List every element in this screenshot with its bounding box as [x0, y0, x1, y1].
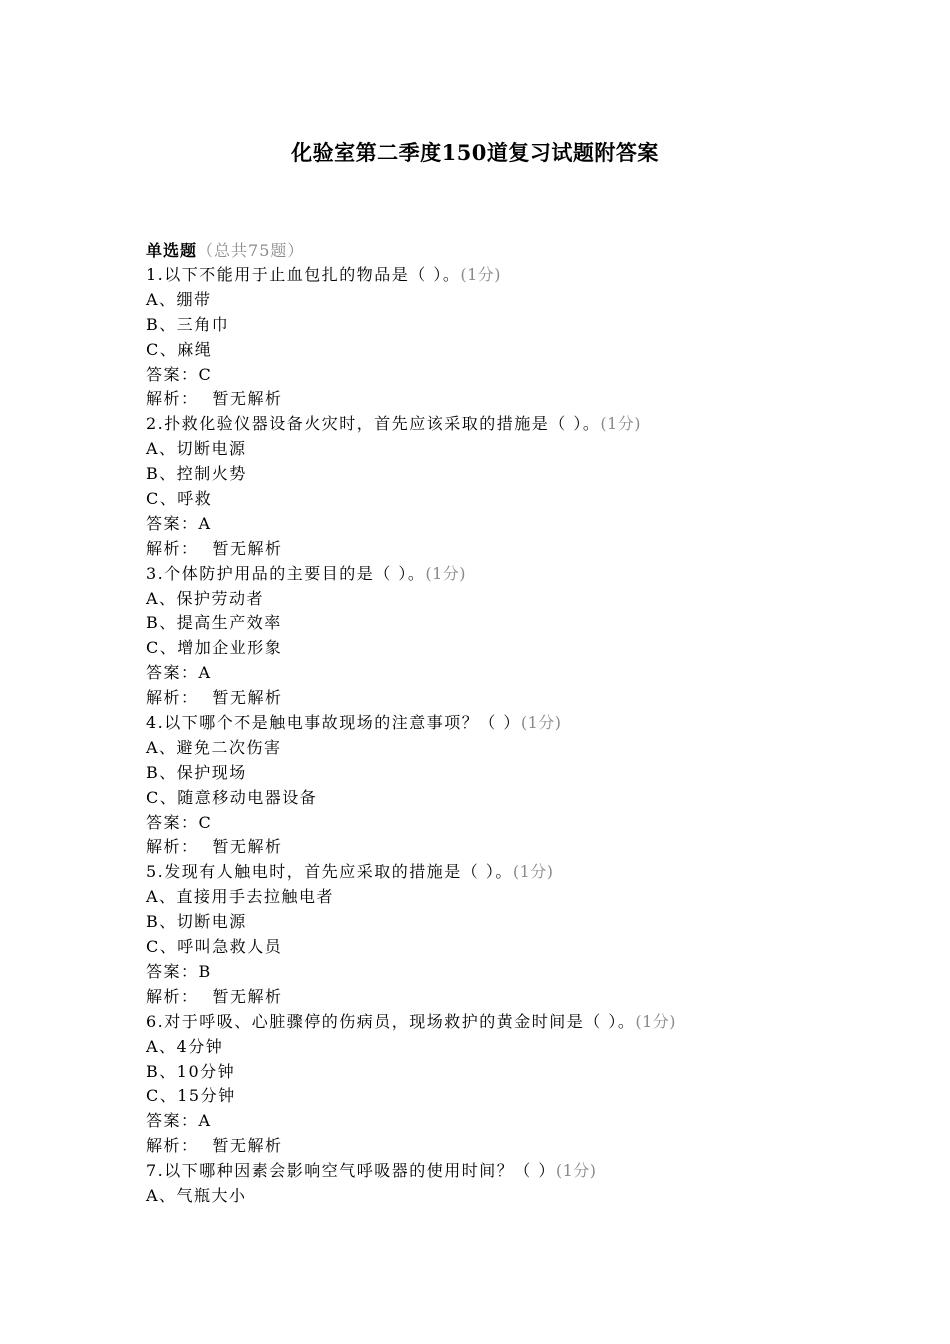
question-item [146, 562, 866, 711]
answer-value: B [198, 961, 212, 981]
explanation-label: 解析： [146, 389, 199, 409]
explanation-line [146, 835, 866, 860]
question-stem-line [146, 263, 866, 288]
option-item: B、三角巾 [146, 314, 230, 334]
explanation-value: 暂无解析 [212, 1136, 283, 1156]
option-item: C、随意移动电器设备 [146, 787, 318, 807]
option-item: A、切断电源 [146, 439, 247, 459]
explanation-label: 解析： [146, 688, 199, 708]
question-stem-line [146, 412, 866, 437]
explanation-line [146, 686, 866, 711]
question-score: (1分) [635, 1011, 677, 1031]
question-stem-line [146, 860, 866, 885]
option-item: B、控制火势 [146, 464, 247, 484]
question-stem: 6.对于呼吸、心脏骤停的伤病员，现场救护的黄金时间是（ ）。 [146, 1011, 636, 1031]
question-stem: 7.以下哪种因素会影响空气呼吸器的使用时间？（ ） [146, 1161, 556, 1181]
answer-line [146, 960, 866, 985]
explanation-line [146, 1134, 866, 1159]
question-score: (1分) [425, 563, 467, 583]
option-item: A、保护劳动者 [146, 588, 265, 608]
answer-value: C [198, 812, 213, 832]
question-stem-line [146, 562, 866, 587]
option-item: A、避免二次伤害 [146, 737, 282, 757]
option-item: C、呼救 [146, 489, 213, 509]
option-item: A、绷带 [146, 289, 212, 309]
question-stem-line [146, 711, 866, 736]
explanation-label: 解析： [146, 1136, 199, 1156]
answer-line [146, 363, 866, 388]
explanation-value: 暂无解析 [212, 538, 283, 558]
answer-value: A [198, 513, 212, 533]
answer-label: 答案： [146, 1111, 199, 1131]
answer-label: 答案： [146, 663, 199, 683]
question-item [146, 1159, 866, 1209]
answer-line [146, 1109, 866, 1134]
answer-line [146, 661, 866, 686]
option-item: B、10分钟 [146, 1061, 236, 1081]
section-total: （总共75题） [197, 241, 305, 260]
question-stem-line [146, 1010, 866, 1035]
answer-value: A [198, 663, 212, 683]
option-item: C、呼叫急救人员 [146, 937, 283, 957]
section-heading [146, 238, 866, 263]
question-stem: 1.以下不能用于止血包扎的物品是（ ）。 [146, 265, 461, 284]
question-score: (1分) [512, 862, 554, 882]
answer-label: 答案： [146, 961, 199, 981]
option-item: C、增加企业形象 [146, 638, 283, 658]
question-stem: 3.个体防护用品的主要目的是（ ）。 [146, 563, 426, 583]
explanation-value: 暂无解析 [212, 837, 283, 857]
question-stem-line [146, 1159, 866, 1184]
option-item: A、气瓶大小 [146, 1185, 247, 1205]
option-item: B、切断电源 [146, 912, 247, 932]
document-title: 化验室第二季度150道复习试题附答案 [291, 140, 659, 165]
answer-label: 答案： [146, 513, 199, 533]
question-stem: 5.发现有人触电时，首先应采取的措施是（ ）。 [146, 862, 513, 882]
explanation-line [146, 985, 866, 1010]
explanation-line [146, 387, 866, 412]
explanation-value: 暂无解析 [212, 986, 283, 1006]
explanation-value: 暂无解析 [212, 389, 283, 409]
question-item [146, 412, 866, 561]
option-item: A、4分钟 [146, 1036, 224, 1056]
question-list [146, 238, 866, 1209]
answer-line [146, 512, 866, 537]
option-item: C、麻绳 [146, 339, 213, 359]
explanation-value: 暂无解析 [212, 688, 283, 708]
question-item [146, 711, 866, 860]
question-score: (1分) [460, 265, 502, 284]
question-score: (1分) [555, 1161, 597, 1181]
answer-label: 答案： [146, 812, 199, 832]
question-item [146, 860, 866, 1009]
explanation-label: 解析： [146, 538, 199, 558]
answer-label: 答案： [146, 364, 199, 384]
question-score: (1分) [520, 713, 562, 733]
explanation-label: 解析： [146, 986, 199, 1006]
question-score: (1分) [600, 414, 642, 434]
question-item [146, 1010, 866, 1159]
option-item: A、直接用手去拉触电者 [146, 887, 335, 907]
question-stem: 4.以下哪个不是触电事故现场的注意事项？（ ） [146, 713, 521, 733]
questions-container [146, 263, 866, 1209]
section-label: 单选题 [146, 241, 198, 260]
answer-value: C [198, 364, 213, 384]
question-item [146, 263, 866, 412]
option-item: C、15分钟 [146, 1086, 236, 1106]
option-item: B、提高生产效率 [146, 613, 282, 633]
question-stem: 2.扑救化验仪器设备火灾时，首先应该采取的措施是（ ）。 [146, 414, 601, 434]
explanation-label: 解析： [146, 837, 199, 857]
explanation-line [146, 537, 866, 562]
option-item: B、保护现场 [146, 762, 247, 782]
answer-line [146, 811, 866, 836]
answer-value: A [198, 1111, 212, 1131]
